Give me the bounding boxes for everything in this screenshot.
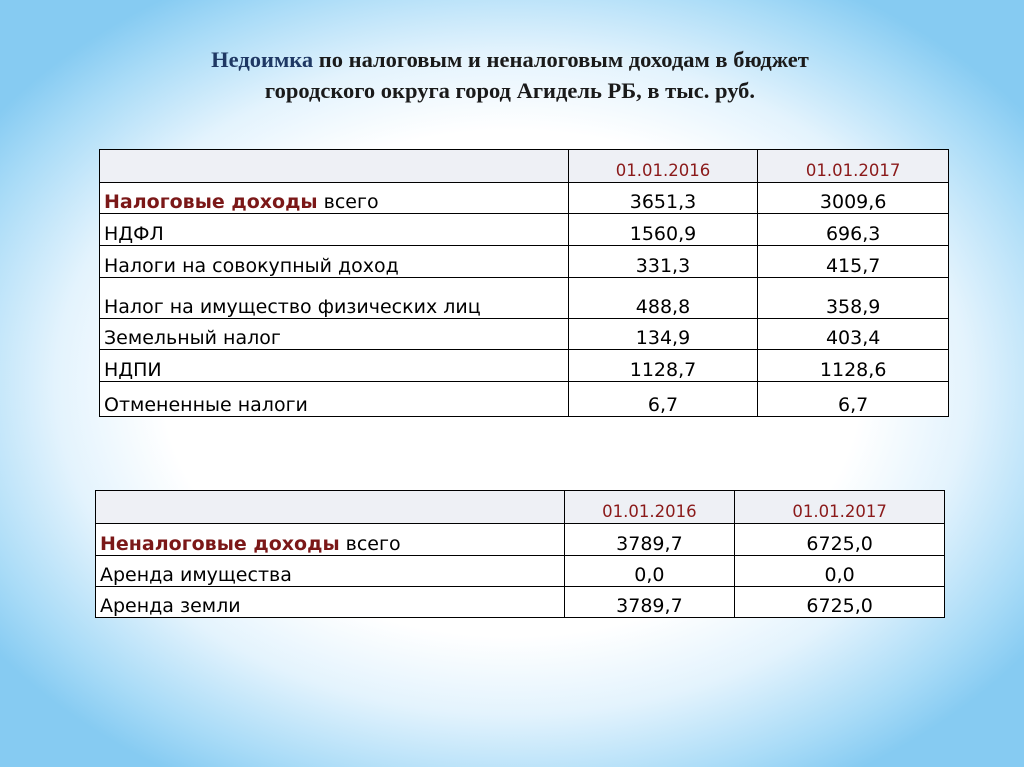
value-2017: 1128,6 <box>758 350 949 382</box>
row-label: Аренда имущества <box>96 556 565 587</box>
total-label-accent: Налоговые доходы <box>104 191 318 213</box>
row-label: НДПИ <box>100 350 569 382</box>
table-row <box>100 382 949 417</box>
header-date-2016: 01.01.2016 <box>568 150 758 183</box>
value-2016: 3651,3 <box>568 183 758 214</box>
table-row <box>100 246 949 278</box>
table-row-total <box>96 524 945 556</box>
row-label: Налог на имущество физических лиц <box>100 278 569 319</box>
value-2016: 331,3 <box>568 246 758 278</box>
header-date-2017: 01.01.2017 <box>758 150 949 183</box>
value-2016: 1128,7 <box>568 350 758 382</box>
row-label <box>96 524 565 556</box>
row-label: Земельный налог <box>100 319 569 350</box>
value-2016: 1560,9 <box>568 214 758 246</box>
value-2016: 0,0 <box>564 556 735 587</box>
table-row-total <box>100 183 949 214</box>
value-2017: 6725,0 <box>735 587 945 618</box>
value-2017: 6,7 <box>758 382 949 417</box>
row-label: Аренда земли <box>96 587 565 618</box>
table-row <box>96 587 945 618</box>
value-2017: 358,9 <box>758 278 949 319</box>
page-title <box>100 44 920 106</box>
value-2016: 6,7 <box>568 382 758 417</box>
value-2016: 488,8 <box>568 278 758 319</box>
value-2017: 415,7 <box>758 246 949 278</box>
total-label-rest: всего <box>317 191 379 213</box>
non-tax-revenue-table <box>95 490 945 618</box>
header-date-2017: 01.01.2017 <box>735 491 945 524</box>
table-header-row <box>96 491 945 524</box>
table-header-row <box>100 150 949 183</box>
table-row <box>100 278 949 319</box>
value-2017: 403,4 <box>758 319 949 350</box>
table-row <box>100 319 949 350</box>
value-2016: 3789,7 <box>564 587 735 618</box>
row-label: Налоги на совокупный доход <box>100 246 569 278</box>
total-label-rest: всего <box>339 533 401 555</box>
header-date-2016: 01.01.2016 <box>564 491 735 524</box>
value-2016: 134,9 <box>568 319 758 350</box>
total-label-accent: Неналоговые доходы <box>100 533 340 555</box>
value-2017: 6725,0 <box>735 524 945 556</box>
row-label <box>100 183 569 214</box>
title-highlight: Недоимка <box>211 47 314 72</box>
tax-revenue-table <box>99 149 949 417</box>
value-2016: 3789,7 <box>564 524 735 556</box>
value-2017: 696,3 <box>758 214 949 246</box>
header-cell-empty <box>100 150 569 183</box>
title-line1: по налоговым и неналоговым доходам в бюджет <box>313 47 809 72</box>
header-cell-empty <box>96 491 565 524</box>
row-label: НДФЛ <box>100 214 569 246</box>
row-label: Отмененные налоги <box>100 382 569 417</box>
value-2017: 0,0 <box>735 556 945 587</box>
table-row <box>100 350 949 382</box>
value-2017: 3009,6 <box>758 183 949 214</box>
table-row <box>96 556 945 587</box>
table-row <box>100 214 949 246</box>
title-line2: городского округа город Агидель РБ, в тыс. руб. <box>264 78 756 103</box>
